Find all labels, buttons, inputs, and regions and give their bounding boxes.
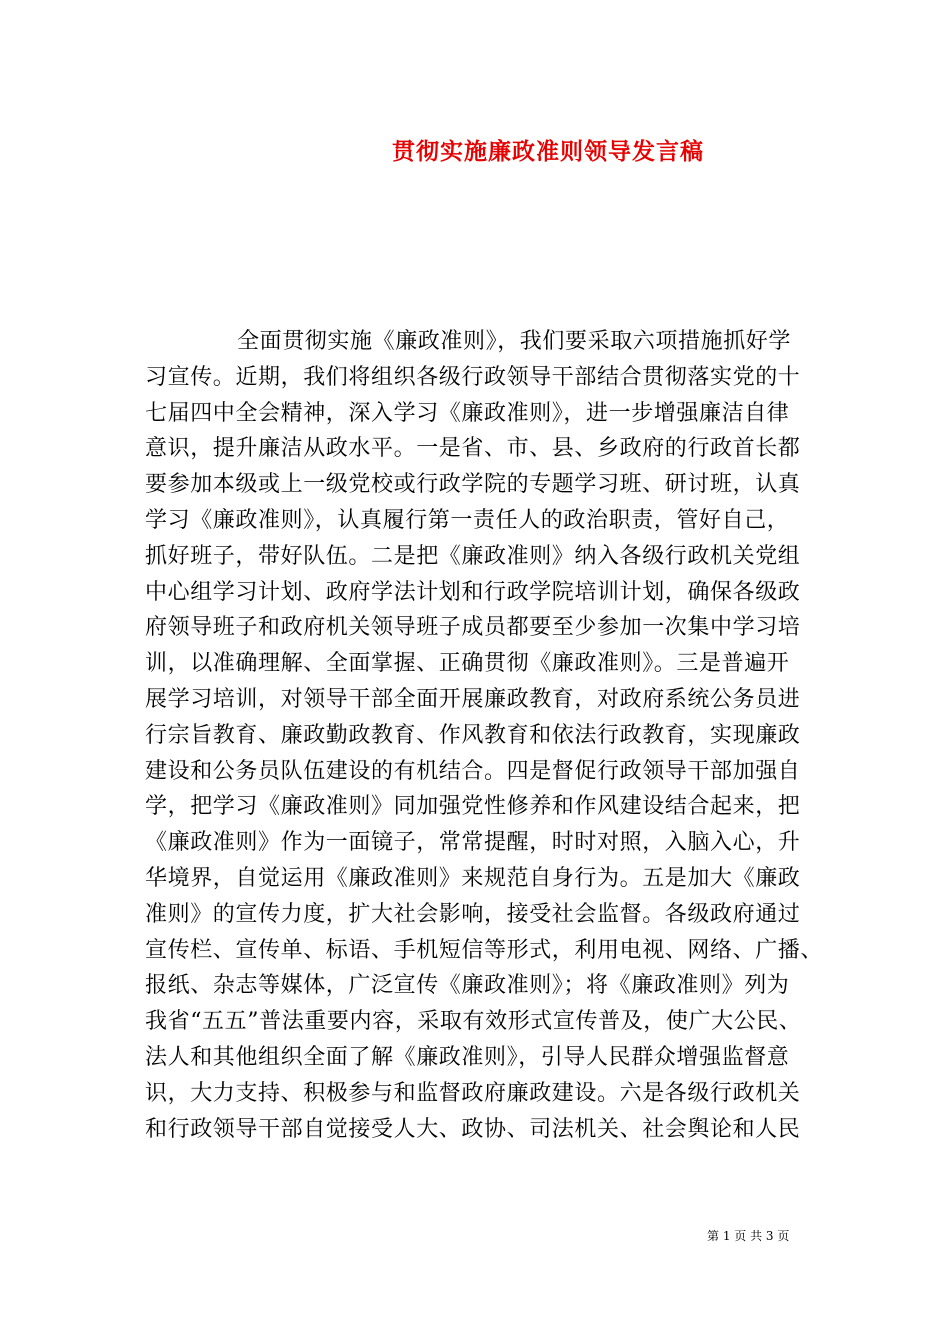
paragraph-line: 华境界，自觉运用《廉政准则》来规范自身行为。五是加大《廉政: [145, 865, 801, 891]
paragraph-line: 中心组学习计划、政府学法计划和行政学院培训计划，确保各级政: [145, 579, 801, 605]
paragraph-line: 抓好班子，带好队伍。二是把《廉政准则》纳入各级行政机关党组: [145, 543, 801, 569]
page-number-footer: 第 1 页 共 3 页: [707, 1229, 790, 1243]
paragraph-line: 行宗旨教育、廉政勤政教育、作风教育和依法行政教育，实现廉政: [145, 722, 801, 748]
paragraph-line: 习宣传。近期，我们将组织各级行政领导干部结合贯彻落实党的十: [145, 364, 801, 390]
paragraph-line: 报纸、杂志等媒体，广泛宣传《廉政准则》；将《廉政准则》列为: [145, 973, 790, 999]
paragraph-line: 《廉政准则》作为一面镜子，常常提醒，时时对照，入脑入心，升: [145, 830, 801, 856]
paragraph-line: 识，大力支持、积极参与和监督政府廉政建设。六是各级行政机关: [145, 1080, 801, 1106]
paragraph-line: 学习《廉政准则》，认真履行第一责任人的政治职责，管好自己，: [145, 507, 790, 533]
paragraph-line: 和行政领导干部自觉接受人大、政协、司法机关、社会舆论和人民: [145, 1116, 801, 1142]
paragraph-line: 全面贯彻实施《廉政准则》，我们要采取六项措施抓好学: [237, 329, 792, 354]
paragraph-line: 准则》的宣传力度，扩大社会影响，接受社会监督。各级政府通过: [145, 901, 801, 927]
paragraph-line: 宣传栏、宣传单、标语、手机短信等形式，利用电视、网络、广播、: [145, 937, 824, 963]
paragraph-line: 法人和其他组织全面了解《廉政准则》，引导人民群众增强监督意: [145, 1044, 790, 1070]
paragraph-line: 展学习培训，对领导干部全面开展廉政教育，对政府系统公务员进: [145, 686, 801, 712]
paragraph-line: 七届四中全会精神，深入学习《廉政准则》，进一步增强廉洁自律: [145, 400, 790, 426]
paragraph-line: 意识，提升廉洁从政水平。一是省、市、县、乡政府的行政首长都: [145, 436, 801, 462]
paragraph-line: 要参加本级或上一级党校或行政学院的专题学习班、研讨班，认真: [145, 472, 801, 498]
paragraph-line: 府领导班子和政府机关领导班子成员都要至少参加一次集中学习培: [145, 615, 801, 641]
paragraph-line: 学，把学习《廉政准则》同加强党性修养和作风建设结合起来，把: [145, 794, 801, 820]
paragraph-line: 训，以准确理解、全面掌握、正确贯彻《廉政准则》。三是普遍开: [145, 651, 790, 677]
body-paragraph: [145, 324, 824, 1147]
paragraph-line: 我省“五五”普法重要内容，采取有效形式宣传普及，使广大公民、: [145, 1009, 802, 1035]
document-title: 贯彻实施廉政准则领导发言稿: [392, 138, 704, 165]
paragraph-line: 建设和公务员队伍建设的有机结合。四是督促行政领导干部加强自: [145, 758, 801, 784]
